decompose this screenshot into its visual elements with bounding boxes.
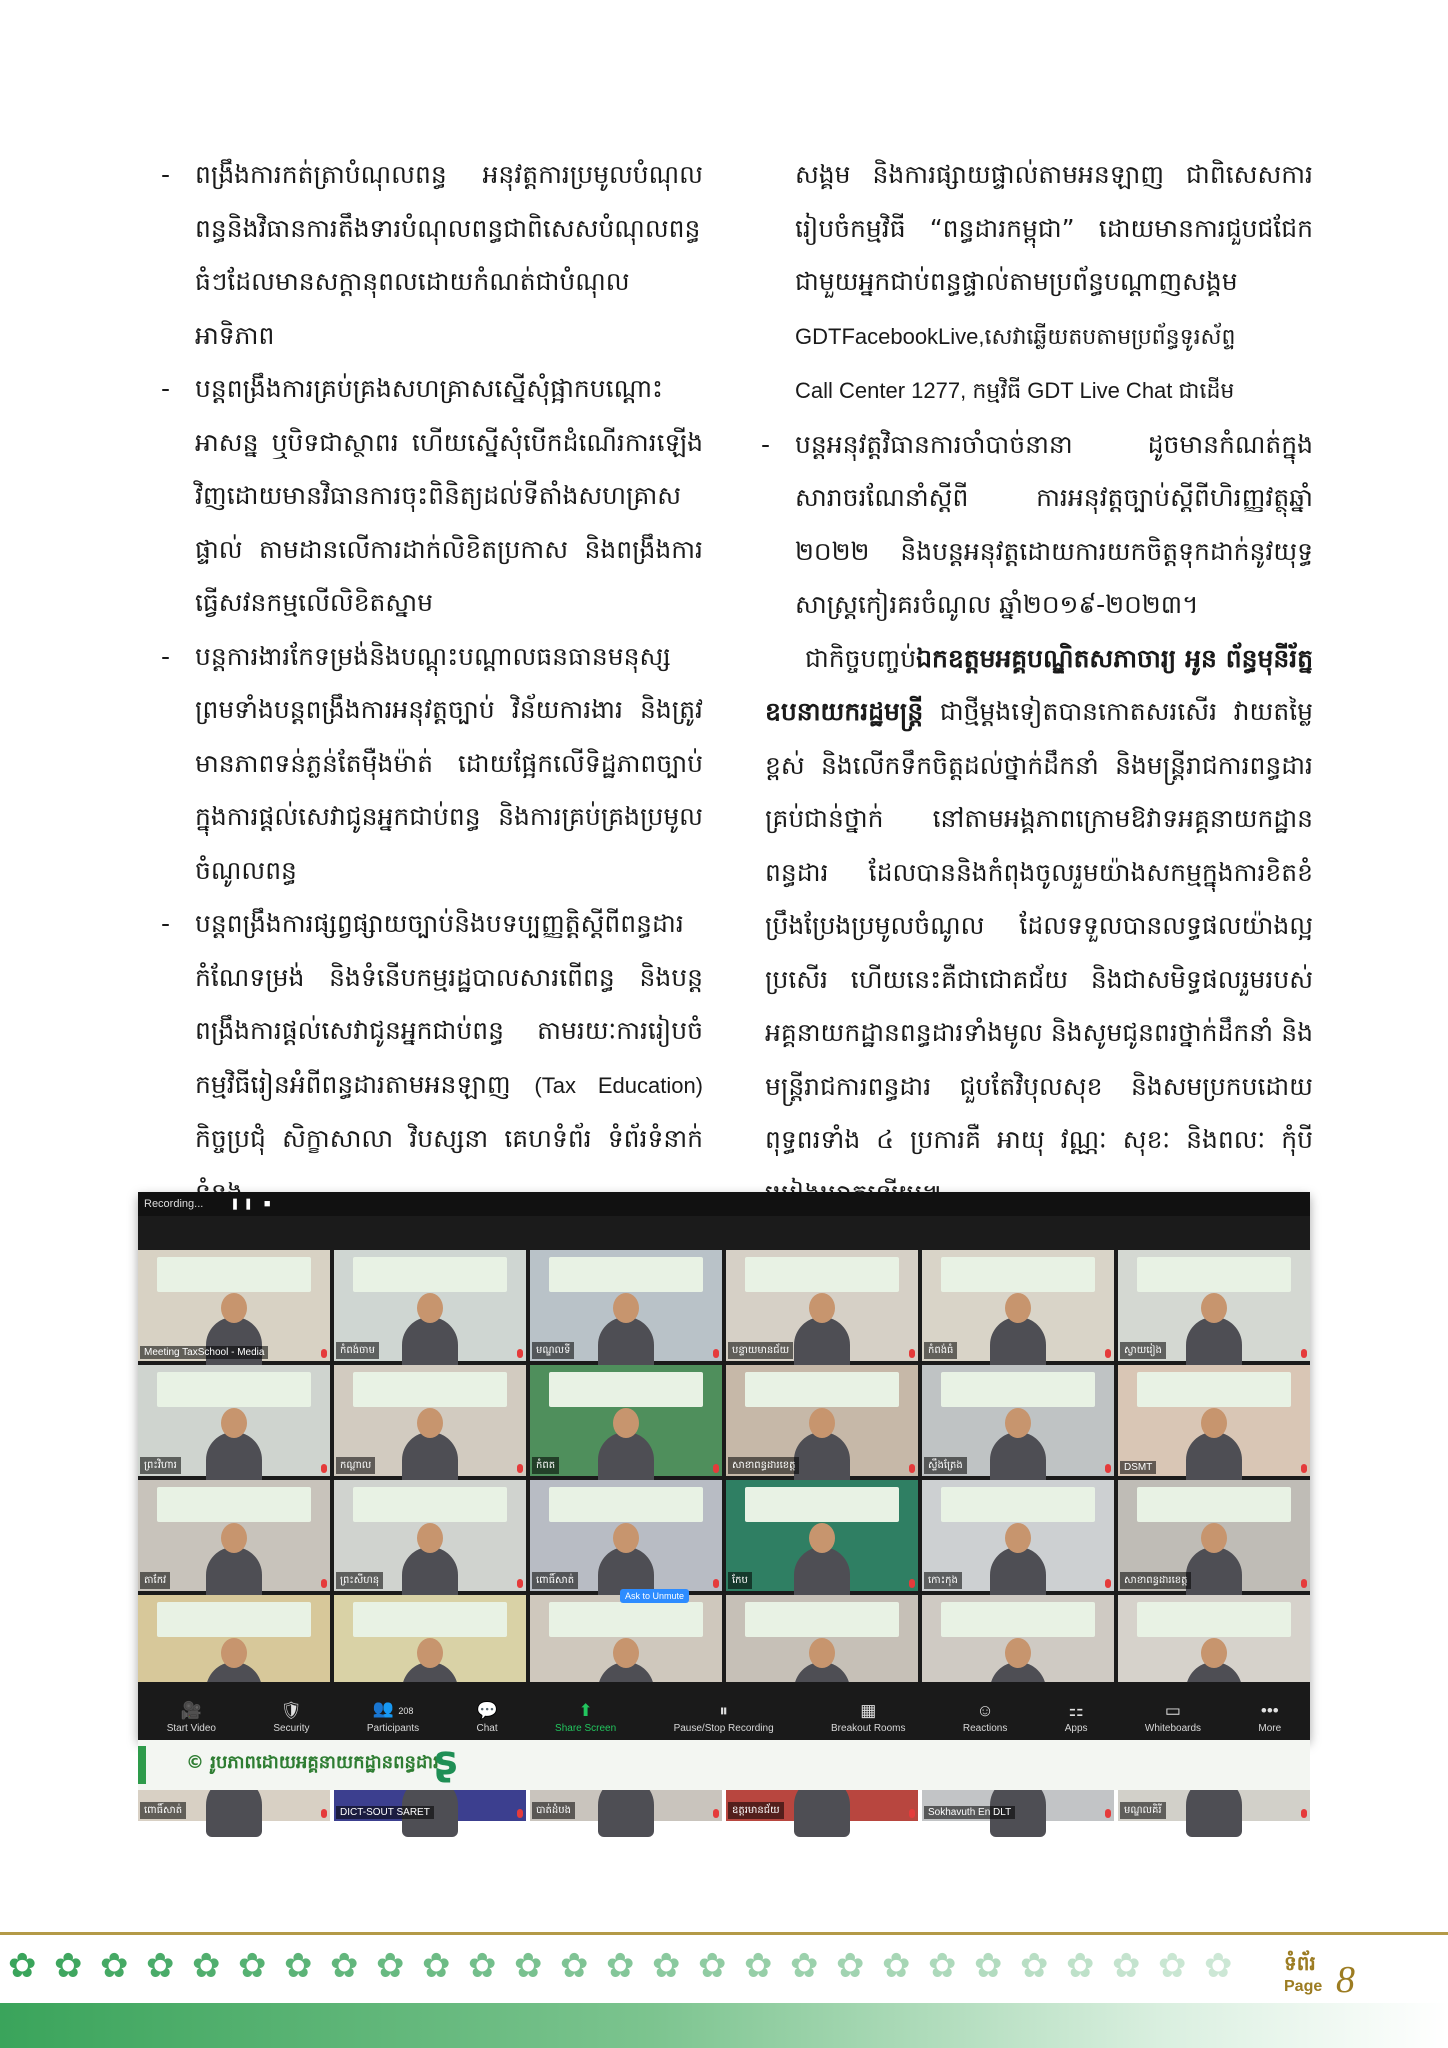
bullet-item: - បន្តពង្រឹងការគ្រប់គ្រងសហគ្រាសស្នើសុំផ្អាកបណ្តោះអាសន្ន ឬបិទជាស្ថាពរ ហើយស្នើសុំបើកដំណើរការឡើងវិញដោយមានវិធានការចុះពិនិត្យដល់ទីតាំងសហគ្រាសផ្ទាល់ តាមដានលើការដាក់លិខិតប្រកាស និងពង្រឹងការធ្វើសវនកម្មលើលិខិតស្នាម bbox=[165, 362, 703, 630]
whiteboards-icon: ▭ bbox=[1164, 1701, 1181, 1720]
page-label-en: Page bbox=[1284, 1978, 1323, 1995]
participants-icon: 👥 208 bbox=[372, 1699, 414, 1718]
toolbar-label: Reactions bbox=[962, 1723, 1008, 1734]
flower-motif-icon bbox=[418, 1946, 458, 1986]
participant-name: កំពត bbox=[532, 1457, 559, 1474]
flower-motif-icon bbox=[648, 1946, 688, 1986]
flower-motif-icon bbox=[188, 1946, 228, 1986]
recording-bar bbox=[138, 1192, 1310, 1216]
participant-head bbox=[1201, 1523, 1227, 1553]
bullet-item bbox=[165, 897, 703, 1219]
start-video-button[interactable] bbox=[167, 1699, 216, 1734]
bullet-item: - បន្តការងារកែទម្រង់និងបណ្តុះបណ្តាលធនធានមនុស្សព្រមទាំងបន្តពង្រឹងការអនុវត្តច្បាប់ វិន័យការងារ និងត្រូវមានភាពទន់ភ្លន់តែម៉ឺងម៉ាត់ ដោយផ្អែកលើទិដ្ឋភាពច្បាប់ក្នុងការផ្តល់សេវាជូនអ្នកជាប់ពន្ធ និងការគ្រប់គ្រងប្រមូលចំណូលពន្ធ bbox=[165, 630, 703, 898]
participants-button[interactable] bbox=[367, 1697, 419, 1734]
tile-banner bbox=[549, 1372, 703, 1408]
participant-tile[interactable] bbox=[1118, 1250, 1310, 1361]
apps-icon: ⚏ bbox=[1068, 1701, 1084, 1720]
muted-mic-icon bbox=[321, 1809, 327, 1818]
left-column bbox=[165, 148, 703, 1219]
breakout-rooms-button[interactable] bbox=[831, 1699, 905, 1734]
participant-head bbox=[613, 1638, 639, 1668]
participant-name: ស្ទឹងត្រែង bbox=[924, 1457, 967, 1474]
muted-mic-icon bbox=[321, 1349, 327, 1358]
muted-mic-icon bbox=[1301, 1464, 1307, 1473]
participant-name: កែប bbox=[728, 1572, 752, 1589]
pause-stop-icon[interactable]: ❚❚ ■ bbox=[230, 1198, 275, 1210]
participant-tile[interactable] bbox=[334, 1480, 526, 1591]
closing-lead: ជាកិច្ចបញ្ចប់ bbox=[805, 643, 917, 673]
toolbar-label: More bbox=[1258, 1723, 1282, 1734]
participant-tile[interactable] bbox=[726, 1480, 918, 1591]
bullet-item: - បន្តអនុវត្តវិធានការចាំបាច់នានា ដូចមានកំណត់ក្នុងសារាចរណែនាំស្តីពី ការអនុវត្តច្បាប់ស្តីពីហិរញ្ញវត្ថុឆ្នាំ ២០២២ និងបន្តអនុវត្តដោយការយកចិត្តទុកដាក់នូវយុទ្ធសាស្ត្រកៀរគរចំណូល ឆ្នាំ២០១៩-២០២៣។ bbox=[765, 418, 1313, 632]
muted-mic-icon bbox=[909, 1349, 915, 1358]
participant-tile[interactable] bbox=[530, 1365, 722, 1476]
participant-tile[interactable] bbox=[922, 1365, 1114, 1476]
page-label-km: ទំព័រ bbox=[1284, 1951, 1316, 1975]
muted-mic-icon bbox=[1105, 1809, 1111, 1818]
participant-tile[interactable] bbox=[530, 1250, 722, 1361]
flower-motif-icon bbox=[372, 1946, 412, 1986]
flower-motif-icon bbox=[326, 1946, 366, 1986]
participant-head bbox=[417, 1408, 443, 1438]
flower-motif-icon bbox=[924, 1946, 964, 1986]
bullet-text: កិច្ចប្រជុំ សិក្ខាសាលា វិបស្សនា គេហទំព័រ ទំព័រទំនាក់ bbox=[195, 1124, 703, 1153]
participant-head bbox=[613, 1408, 639, 1438]
muted-mic-icon bbox=[517, 1349, 523, 1358]
tile-banner bbox=[1137, 1487, 1291, 1523]
tile-banner bbox=[157, 1487, 311, 1523]
continuation-paragraph bbox=[765, 148, 1313, 418]
flower-motif-icon bbox=[510, 1946, 550, 1986]
participant-name: កោះកុង bbox=[924, 1572, 962, 1589]
muted-mic-icon bbox=[713, 1349, 719, 1358]
muted-mic-icon bbox=[1105, 1464, 1111, 1473]
flower-motif-icon bbox=[50, 1946, 90, 1986]
footer-green-bar bbox=[0, 2003, 1448, 2048]
muted-mic-icon bbox=[1105, 1349, 1111, 1358]
security-button[interactable] bbox=[273, 1699, 309, 1734]
muted-mic-icon bbox=[1301, 1809, 1307, 1818]
participant-head bbox=[417, 1523, 443, 1553]
tile-banner bbox=[1137, 1257, 1291, 1293]
participant-head bbox=[417, 1293, 443, 1323]
participant-head bbox=[809, 1638, 835, 1668]
muted-mic-icon bbox=[517, 1809, 523, 1818]
security-icon: 🛡 bbox=[280, 1701, 303, 1720]
participant-head bbox=[1005, 1293, 1031, 1323]
participant-name: ពោធិ៍សាត់ bbox=[140, 1802, 186, 1819]
participant-head bbox=[1201, 1408, 1227, 1438]
continuation-text: សង្គម និងការផ្សាយផ្ទាល់តាមអនឡាញ ជាពិសេសការរៀបចំកម្មវិធី “ពន្ធដារកម្ពុជា” ដោយមានការជួបជជែកជាមួយអ្នកជាប់ពន្ធផ្ទាល់តាមប្រព័ន្ធបណ្តាញសង្គម bbox=[795, 160, 1313, 296]
participant-name: ព្រះវិហារ bbox=[140, 1457, 181, 1474]
ask-to-unmute-button[interactable]: Ask to Unmute bbox=[620, 1589, 689, 1603]
start-video-icon: 🎥 bbox=[180, 1701, 202, 1720]
participant-head bbox=[809, 1408, 835, 1438]
chat-button[interactable] bbox=[476, 1699, 497, 1734]
closing-text: ជាថ្មីម្តងទៀតបានកោតសរសើរ វាយតម្លៃខ្ពស់ និងលើកទឹកចិត្តដល់ថ្នាក់ដឹកនាំ និងមន្ត្រីរាជការពន្ធដារគ្រប់ជាន់ថ្នាក់ នៅតាមអង្គភាពក្រោមឱវាទអគ្គនាយកដ្ឋានពន្ធដារ ដែលបាននិងកំពុងចូលរួមយ៉ាងសកម្មក្នុងការខិតខំប្រឹងប្រែងប្រមូលចំណូល ដែលទទួលបានលទ្ធផលយ៉ាងល្អប្រសើរ ហើយនេះគឺជាជោគជ័យ និងជាសមិទ្ធផលរួមរបស់អគ្គនាយកដ្ឋានពន្ធដារទាំងមូល និងសូមជូនពរថ្នាក់ដឹកនាំ និងមន្ត្រីរាជការពន្ធដារ ជួបតែវិបុលសុខ និងសមប្រកបដោយពុទ្ធពរទាំង ៤ ប្រការគឺ អាយុ វណ្ណៈ សុខៈ និងពលៈ កុំបី bbox=[765, 697, 1313, 1154]
tile-banner bbox=[157, 1372, 311, 1408]
toolbar-label: Start Video bbox=[166, 1723, 216, 1734]
muted-mic-icon bbox=[1105, 1579, 1111, 1588]
participant-head bbox=[613, 1293, 639, 1323]
participant-name: ពោធិ៍សាត់ bbox=[532, 1572, 578, 1589]
tile-banner bbox=[353, 1602, 507, 1638]
footer-rule bbox=[0, 1932, 1448, 1935]
participant-name: បាត់ដំបង bbox=[532, 1802, 575, 1819]
participant-name: DICT-SOUT SARET bbox=[336, 1806, 434, 1819]
reactions-icon: ☺ bbox=[976, 1701, 994, 1720]
participant-name: ព្រះសីហនុ bbox=[336, 1572, 383, 1589]
tile-banner bbox=[353, 1257, 507, 1293]
continuation-latin: Call Center 1277, កម្មវិធី GDT Live Chat ជាដើម bbox=[795, 378, 1235, 403]
tile-banner bbox=[157, 1602, 311, 1638]
participant-name: Meeting TaxSchool - Media bbox=[140, 1346, 268, 1359]
whiteboards-button[interactable] bbox=[1145, 1699, 1201, 1734]
participant-tile[interactable] bbox=[334, 1250, 526, 1361]
page-number-box bbox=[1278, 1950, 1438, 2010]
flower-motif-icon bbox=[4, 1946, 44, 1986]
toolbar-label: Security bbox=[273, 1723, 310, 1734]
tile-banner bbox=[941, 1487, 1095, 1523]
participant-head bbox=[417, 1638, 443, 1668]
apps-button[interactable] bbox=[1065, 1699, 1088, 1734]
participant-head bbox=[1005, 1523, 1031, 1553]
tile-banner bbox=[941, 1257, 1095, 1293]
tile-banner bbox=[1137, 1372, 1291, 1408]
participant-head bbox=[809, 1293, 835, 1323]
participant-name: ស្វាយរៀង bbox=[1120, 1342, 1166, 1359]
flower-motif-icon bbox=[1200, 1946, 1240, 1986]
page-number: 8 bbox=[1336, 1959, 1355, 2001]
toolbar-label: Breakout Rooms bbox=[831, 1723, 906, 1734]
participant-head bbox=[613, 1523, 639, 1553]
participant-tile[interactable] bbox=[922, 1480, 1114, 1591]
pause-stop-recording-button[interactable] bbox=[674, 1699, 774, 1734]
participant-name: កណ្តាល bbox=[336, 1457, 375, 1474]
muted-mic-icon bbox=[909, 1809, 915, 1818]
participant-head bbox=[1201, 1293, 1227, 1323]
participant-tile[interactable] bbox=[530, 1480, 722, 1591]
photo-caption bbox=[138, 1740, 1310, 1790]
bullet-item: - ពង្រឹងការកត់ត្រាបំណុលពន្ធ អនុវត្តការប្រមូលបំណុលពន្ធនិងវិធានការតឹងទារបំណុលពន្ធជាពិសេសបំណុលពន្ធធំៗដែលមានសក្តានុពលដោយកំណត់ជាបំណុលអាទិភាព bbox=[165, 148, 703, 362]
muted-mic-icon bbox=[517, 1464, 523, 1473]
muted-mic-icon bbox=[517, 1579, 523, 1588]
participant-head bbox=[809, 1523, 835, 1553]
continuation-latin: GDTFacebookLive,សេវាឆ្លើយតបតាមប្រព័ន្ធទូរស័ព្ទ bbox=[795, 323, 1236, 349]
participant-head bbox=[1005, 1408, 1031, 1438]
participant-head bbox=[221, 1523, 247, 1553]
participant-head bbox=[221, 1638, 247, 1668]
participant-tile[interactable] bbox=[922, 1250, 1114, 1361]
participant-name: សាខាពន្ធដារខេត្ត bbox=[1120, 1572, 1191, 1589]
muted-mic-icon bbox=[1301, 1579, 1307, 1588]
flower-motif-icon bbox=[1108, 1946, 1148, 1986]
flower-motif-icon bbox=[786, 1946, 826, 1986]
flower-motif-icon bbox=[556, 1946, 596, 1986]
participant-name: មណ្ឌលគិរី bbox=[1120, 1802, 1166, 1819]
tile-banner bbox=[353, 1372, 507, 1408]
chat-icon: 💬 bbox=[476, 1701, 498, 1720]
participant-tile[interactable] bbox=[726, 1250, 918, 1361]
muted-mic-icon bbox=[713, 1464, 719, 1473]
more-button[interactable] bbox=[1258, 1699, 1281, 1734]
muted-mic-icon bbox=[1301, 1349, 1307, 1358]
meeting-toolbar bbox=[138, 1682, 1310, 1740]
flower-motif-icon bbox=[1154, 1946, 1194, 1986]
participant-count: 208 bbox=[398, 1706, 414, 1716]
flower-motif-icon bbox=[878, 1946, 918, 1986]
participant-name: Sokhavuth En DLT bbox=[924, 1806, 1015, 1819]
participant-tile[interactable] bbox=[138, 1480, 330, 1591]
muted-mic-icon bbox=[321, 1579, 327, 1588]
muted-mic-icon bbox=[713, 1809, 719, 1818]
flower-motif-icon bbox=[970, 1946, 1010, 1986]
tile-banner bbox=[745, 1372, 899, 1408]
caption-accent-bar bbox=[138, 1746, 146, 1784]
bullet-latin-text: (Tax Education) bbox=[534, 1072, 703, 1098]
participant-name: មណ្ឌលទី bbox=[532, 1342, 574, 1359]
flower-motif-icon bbox=[142, 1946, 182, 1986]
toolbar-label: Whiteboards bbox=[1144, 1723, 1202, 1734]
bullet-text: បន្តពង្រឹងការផ្សព្វផ្សាយច្បាប់និងបទប្បញ្ញត្តិស្តីពីពន្ធដារកំណែទម្រង់ និងទំនើបកម្មរដ្ឋបាលសារពើពន្ធ និងបន្តពង្រឹងការផ្តល់សេវាជូនអ្នកជាប់ពន្ធ តាមរយៈការរៀបចំកម្មវិធីរៀនអំពីពន្ធដារតាមអនឡាញ bbox=[195, 909, 703, 1099]
flower-motif-icon bbox=[740, 1946, 780, 1986]
tile-banner bbox=[745, 1487, 899, 1523]
participant-tile[interactable] bbox=[334, 1365, 526, 1476]
toolbar-label: Chat bbox=[476, 1723, 498, 1734]
participant-head bbox=[221, 1408, 247, 1438]
tile-banner bbox=[745, 1602, 899, 1638]
flower-motif-icon bbox=[832, 1946, 872, 1986]
toolbar-label: Pause/Stop Recording bbox=[673, 1723, 774, 1734]
flower-motif-icon bbox=[1016, 1946, 1056, 1986]
more-icon: ••• bbox=[1260, 1701, 1279, 1720]
toolbar-label: Apps bbox=[1064, 1723, 1088, 1734]
participant-head bbox=[221, 1293, 247, 1323]
share-screen-button[interactable] bbox=[555, 1699, 616, 1734]
closing-bold: ឯកឧត្តមអគ្គបណ្ឌិតសភាចារ្យ អូន ព័ន្ធមុនីរ័ត្ន ឧបនាយករដ្ឋមន្ត្រី bbox=[765, 643, 1313, 726]
muted-mic-icon bbox=[321, 1464, 327, 1473]
participant-name: តាកែវ bbox=[140, 1572, 170, 1589]
tile-banner bbox=[157, 1257, 311, 1293]
flower-motif-icon bbox=[96, 1946, 136, 1986]
gdt-logo-icon: ʂ bbox=[434, 1738, 458, 1784]
tile-banner bbox=[549, 1602, 703, 1638]
tile-banner bbox=[353, 1487, 507, 1523]
footer-pattern bbox=[0, 1946, 1264, 1998]
participant-name: បន្ទាយមានជ័យ bbox=[728, 1342, 793, 1359]
participant-name: ឧត្តរមានជ័យ bbox=[728, 1802, 784, 1819]
caption-text: © រូបភាពដោយអគ្គនាយកដ្ឋានពន្ធដារ bbox=[186, 1752, 439, 1773]
tile-banner bbox=[549, 1487, 703, 1523]
participant-name: DSMT bbox=[1120, 1461, 1156, 1474]
participant-tile[interactable] bbox=[726, 1365, 918, 1476]
share-screen-icon: ⬆ bbox=[578, 1701, 593, 1720]
participant-head bbox=[1005, 1638, 1031, 1668]
flower-motif-icon bbox=[694, 1946, 734, 1986]
muted-mic-icon bbox=[909, 1579, 915, 1588]
tile-banner bbox=[549, 1257, 703, 1293]
tile-banner bbox=[745, 1257, 899, 1293]
tile-banner bbox=[941, 1602, 1095, 1638]
participant-name: សាខាពន្ធដារខេត្ត bbox=[728, 1457, 799, 1474]
pause-stop-recording-icon: ⏸ bbox=[719, 1701, 728, 1720]
tile-banner bbox=[941, 1372, 1095, 1408]
flower-motif-icon bbox=[234, 1946, 274, 1986]
participant-tile[interactable] bbox=[1118, 1480, 1310, 1591]
toolbar-label: Share Screen bbox=[555, 1723, 617, 1734]
flower-motif-icon bbox=[280, 1946, 320, 1986]
participant-head bbox=[1201, 1638, 1227, 1668]
right-column bbox=[765, 148, 1313, 1220]
reactions-button[interactable] bbox=[963, 1699, 1007, 1734]
flower-motif-icon bbox=[1062, 1946, 1102, 1986]
muted-mic-icon bbox=[713, 1579, 719, 1588]
closing-paragraph bbox=[765, 632, 1313, 1221]
breakout-rooms-icon: ▦ bbox=[860, 1701, 877, 1720]
participant-tile[interactable] bbox=[1118, 1365, 1310, 1476]
participant-name: កំពង់ធំ bbox=[924, 1342, 957, 1359]
flower-motif-icon bbox=[464, 1946, 504, 1986]
tile-banner bbox=[1137, 1602, 1291, 1638]
participant-tile[interactable] bbox=[138, 1365, 330, 1476]
flower-motif-icon bbox=[602, 1946, 642, 1986]
participant-tile[interactable] bbox=[138, 1250, 330, 1361]
participant-name: កំពង់ចាម bbox=[336, 1342, 379, 1359]
muted-mic-icon bbox=[909, 1464, 915, 1473]
toolbar-label: Participants bbox=[366, 1723, 420, 1734]
recording-label: Recording... bbox=[144, 1198, 204, 1210]
